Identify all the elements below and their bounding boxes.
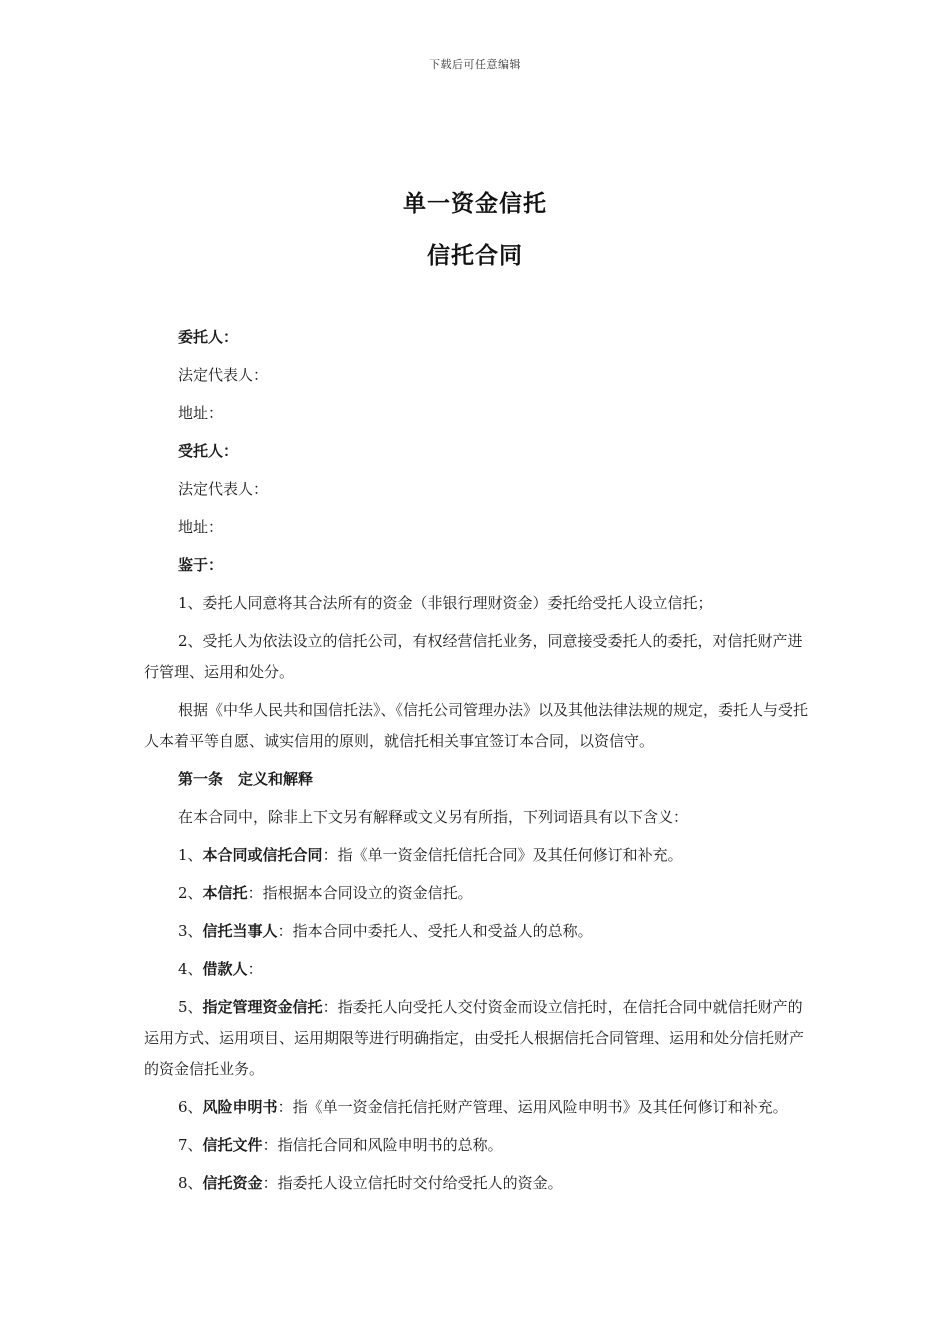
definition-term: 风险申明书 [202,1098,278,1116]
title-line-1: 单一资金信托 [403,190,547,217]
definition-item [144,1092,808,1123]
definition-number: 5、 [178,998,203,1016]
definition-separator: ： [322,846,338,864]
definition-term: 借款人 [202,960,248,978]
whereas-item-2: 2、受托人为依法设立的信托公司，有权经营信托业务，同意接受委托人的委托，对信托财产进行管理、运用和处分。 [144,632,803,681]
definition-term: 信托资金 [202,1174,263,1192]
trustee-representative: 法定代表人： [178,480,269,498]
definition-text: 指《单一资金信托信托财产管理、运用风险申明书》及其任何修订和补充。 [292,1098,788,1116]
trustor-label: 委托人： [178,328,239,346]
definition-text: 指根据本合同设立的资金信托。 [262,884,473,902]
legal-basis-paragraph: 根据《中华人民共和国信托法》、《信托公司管理办法》以及其他法律法规的规定，委托人与受托人本着平等自愿、诚实信用的原则，就信托相关事宜签订本合同，以资信守。 [144,701,809,750]
definition-term: 本合同或信托合同 [202,846,323,864]
definition-separator: ： [262,1174,278,1192]
trustee-address: 地址： [178,518,224,536]
article-1-intro: 在本合同中，除非上下文另有解释或文义另有所指，下列词语具有以下含义： [178,808,689,826]
definition-number: 2、 [178,884,203,902]
whereas-label: 鉴于： [178,556,224,574]
page-header-note: 下载后可任意编辑 [429,58,521,71]
definition-text: 指《单一资金信托信托合同》及其任何修订和补充。 [337,846,683,864]
definition-term: 指定管理资金信托 [202,998,323,1016]
definition-number: 6、 [178,1098,203,1116]
definition-separator: ： [277,922,293,940]
definition-number: 3、 [178,922,203,940]
definition-text: 指委托人向受托人交付资金而设立信托时，在信托合同中就信托财产的运用方式、运用项目、运用期限等进行明确指定，由受托人根据信托合同管理、运用和处分信托财产的资金信托业务。 [144,998,805,1078]
definition-item [144,954,808,985]
trustor-address: 地址： [178,404,224,422]
definition-text: 指委托人设立信托时交付给受托人的资金。 [277,1174,563,1192]
definition-separator: ： [247,884,263,902]
definition-text: 指信托合同和风险申明书的总称。 [277,1136,503,1154]
definition-item [144,840,808,871]
title-line-2: 信托合同 [427,242,523,269]
article-1-heading: 第一条 定义和解释 [178,770,314,788]
definition-number: 1、 [178,846,203,864]
definition-term: 本信托 [202,884,248,902]
definition-item [144,992,808,1085]
definition-separator: ： [262,1136,278,1154]
definition-item [144,916,808,947]
definition-term: 信托当事人 [202,922,278,940]
trustor-representative: 法定代表人： [178,366,269,384]
definition-number: 7、 [178,1136,203,1154]
contract-body [144,322,808,1206]
definition-separator: ： [277,1098,293,1116]
document-title [0,178,950,282]
definition-item [144,1168,808,1199]
trustee-label: 受托人： [178,442,239,460]
definition-separator: ： [322,998,338,1016]
definition-term: 信托文件 [202,1136,263,1154]
definition-number: 8、 [178,1174,203,1192]
definition-number: 4、 [178,960,203,978]
definition-separator: ： [247,960,263,978]
whereas-item-1: 1、委托人同意将其合法所有的资金（非银行理财资金）委托给受托人设立信托； [178,594,713,612]
definition-item [144,878,808,909]
definition-text: 指本合同中委托人、受托人和受益人的总称。 [292,922,593,940]
definition-item [144,1130,808,1161]
